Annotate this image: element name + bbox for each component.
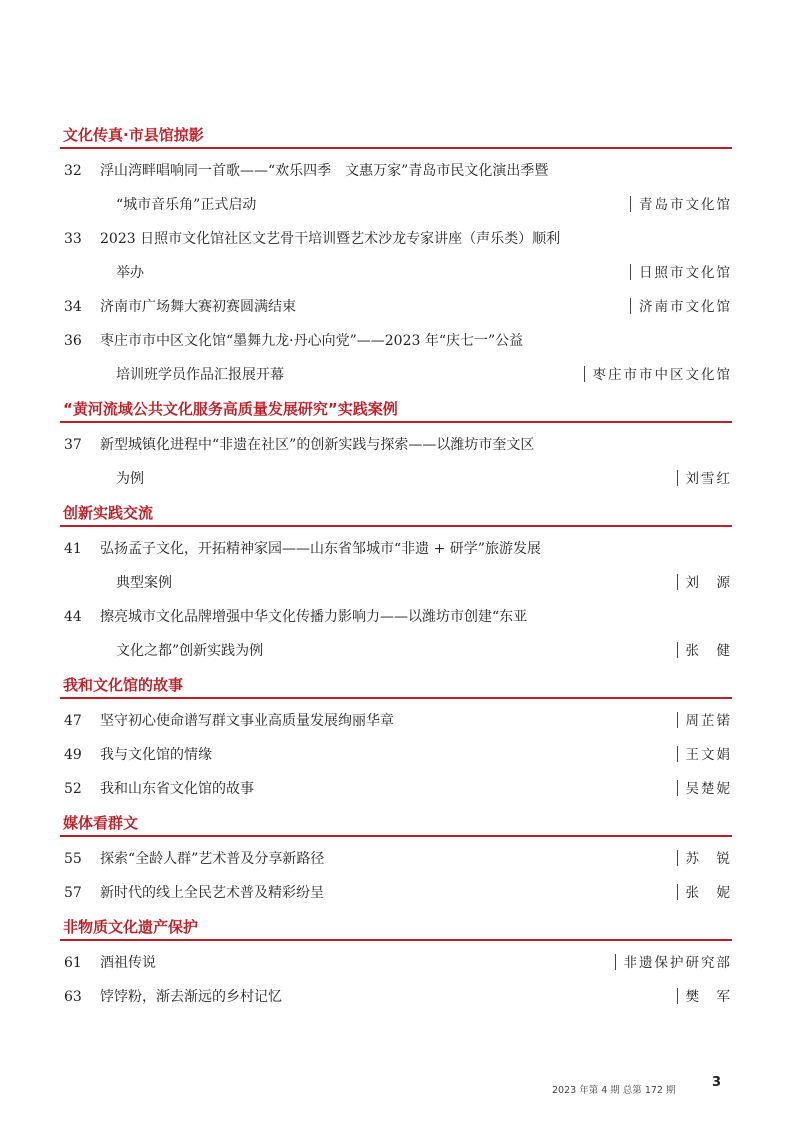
toc-entry: [60, 738, 732, 772]
toc-section: [60, 496, 732, 668]
entry-line: [60, 946, 732, 980]
toc-entry: [60, 876, 732, 910]
toc-section: [60, 910, 732, 1014]
table-of-contents: [60, 118, 732, 1014]
section-rule: [60, 525, 732, 527]
toc-entry: [60, 772, 732, 806]
page-number: 49: [64, 747, 82, 763]
entry-line: [60, 634, 732, 668]
page-number: 41: [64, 541, 82, 557]
toc-entry: [60, 222, 732, 290]
section-title: 非物质文化遗产保护: [63, 918, 199, 936]
entry-title: 济南市广场舞大赛初赛圆满结束: [100, 299, 296, 315]
entry-title: 文化之都”创新实践为例: [116, 643, 264, 659]
entry-line: [60, 876, 732, 910]
section-header: [60, 668, 732, 704]
entry-title: 2023 日照市文化馆社区文艺骨干培训暨艺术沙龙专家讲座（声乐类）顺利: [100, 231, 561, 247]
entry-title: “城市音乐角”正式启动: [116, 197, 257, 213]
section-rule: [60, 697, 732, 699]
entry-title: 我和山东省文化馆的故事: [100, 781, 254, 797]
section-title: 我和文化馆的故事: [63, 676, 184, 694]
section-header: [60, 118, 732, 154]
entry-title: 擦亮城市文化品牌增强中华文化传播力影响力——以潍坊市创建“东亚: [100, 609, 528, 625]
entry-line: [60, 188, 732, 222]
page-number: 61: [64, 955, 82, 971]
entry-author: 青岛市文化馆: [630, 188, 732, 222]
entry-author: 刘雪红: [677, 462, 733, 496]
entry-title: 弘扬孟子文化，开拓精神家园——山东省邹城市“非遗 + 研学”旅游发展: [100, 541, 541, 557]
entry-title: 饽饽粉，渐去渐远的乡村记忆: [100, 989, 282, 1005]
entry-line: [60, 738, 732, 772]
page-number: 44: [64, 609, 82, 625]
toc-section: [60, 392, 732, 496]
entry-title: 举办: [116, 265, 144, 281]
entry-line: [60, 428, 732, 462]
entry-line: [60, 980, 732, 1014]
entry-line: [60, 358, 732, 392]
entry-line: [60, 462, 732, 496]
toc-entry: [60, 842, 732, 876]
toc-entry: [60, 428, 732, 496]
toc-entry: [60, 154, 732, 222]
entry-title: 培训班学员作品汇报展开幕: [116, 367, 284, 383]
section-rule: [60, 147, 732, 149]
page-number: 33: [64, 231, 82, 247]
page-number: 32: [64, 163, 82, 179]
toc-entry: [60, 980, 732, 1014]
entry-line: [60, 256, 732, 290]
entry-title: 典型案例: [116, 575, 172, 591]
toc-section: [60, 118, 732, 392]
section-title: 文化传真·市县馆掠影: [63, 126, 204, 144]
toc-entry: [60, 290, 732, 324]
section-title: 创新实践交流: [63, 504, 154, 522]
entry-title: 酒祖传说: [100, 955, 156, 971]
page-number: 34: [64, 299, 82, 315]
entry-line: [60, 324, 732, 358]
entry-author: 济南市文化馆: [630, 290, 732, 324]
section-rule: [60, 939, 732, 941]
entry-line: [60, 222, 732, 256]
toc-entry: [60, 324, 732, 392]
toc-entry: [60, 946, 732, 980]
page-number: 47: [64, 713, 82, 729]
section-header: [60, 392, 732, 428]
entry-line: [60, 600, 732, 634]
entry-title: 枣庄市市中区文化馆“墨舞九龙·丹心向党”——2023 年“庆七一”公益: [100, 333, 524, 349]
page-number: 63: [64, 989, 82, 1005]
page-number: 36: [64, 333, 82, 349]
entry-author: 樊 军: [677, 980, 733, 1014]
page-number: 3: [712, 1075, 722, 1090]
entry-line: [60, 154, 732, 188]
toc-entry: [60, 532, 732, 600]
section-header: [60, 806, 732, 842]
toc-section: [60, 806, 732, 910]
page-footer: [552, 1075, 722, 1097]
section-header: [60, 910, 732, 946]
entry-author: 张 健: [677, 634, 733, 668]
entry-line: [60, 704, 732, 738]
entry-author: 吴楚妮: [677, 772, 733, 806]
issue-label: 2023 年第 4 期 总第 172 期: [552, 1085, 676, 1096]
section-rule: [60, 835, 732, 837]
page-number: 55: [64, 851, 82, 867]
entry-title: 新型城镇化进程中“非遗在社区”的创新实践与探索——以潍坊市奎文区: [100, 437, 535, 453]
entry-author: 苏 锐: [677, 842, 733, 876]
entry-author: 张 妮: [677, 876, 733, 910]
section-header: [60, 496, 732, 532]
section-title: 媒体看群文: [63, 814, 139, 832]
entry-author: 周芷锘: [677, 704, 733, 738]
page-number: 57: [64, 885, 82, 901]
entry-title: 新时代的线上全民艺术普及精彩纷呈: [100, 885, 324, 901]
toc-entry: [60, 704, 732, 738]
entry-author: 刘 源: [677, 566, 733, 600]
entry-title: 为例: [116, 471, 144, 487]
entry-line: [60, 842, 732, 876]
section-rule: [60, 421, 732, 423]
entry-line: [60, 566, 732, 600]
entry-author: 枣庄市市中区文化馆: [584, 358, 733, 392]
toc-entry: [60, 600, 732, 668]
entry-title: 我与文化馆的情缘: [100, 747, 212, 763]
entry-title: 探索“全龄人群”艺术普及分享新路径: [100, 851, 325, 867]
entry-author: 非遗保护研究部: [615, 946, 733, 980]
entry-line: [60, 290, 732, 324]
entry-line: [60, 772, 732, 806]
section-title: “黄河流域公共文化服务高质量发展研究”实践案例: [63, 400, 398, 418]
entry-author: 王文娟: [677, 738, 733, 772]
toc-section: [60, 668, 732, 806]
entry-author: 日照市文化馆: [630, 256, 732, 290]
page-number: 52: [64, 781, 82, 797]
entry-title: 浮山湾畔唱响同一首歌——“欢乐四季 文惠万家”青岛市民文化演出季暨: [100, 163, 549, 179]
page-number: 37: [64, 437, 82, 453]
entry-line: [60, 532, 732, 566]
entry-title: 坚守初心使命谱写群文事业高质量发展绚丽华章: [100, 713, 394, 729]
